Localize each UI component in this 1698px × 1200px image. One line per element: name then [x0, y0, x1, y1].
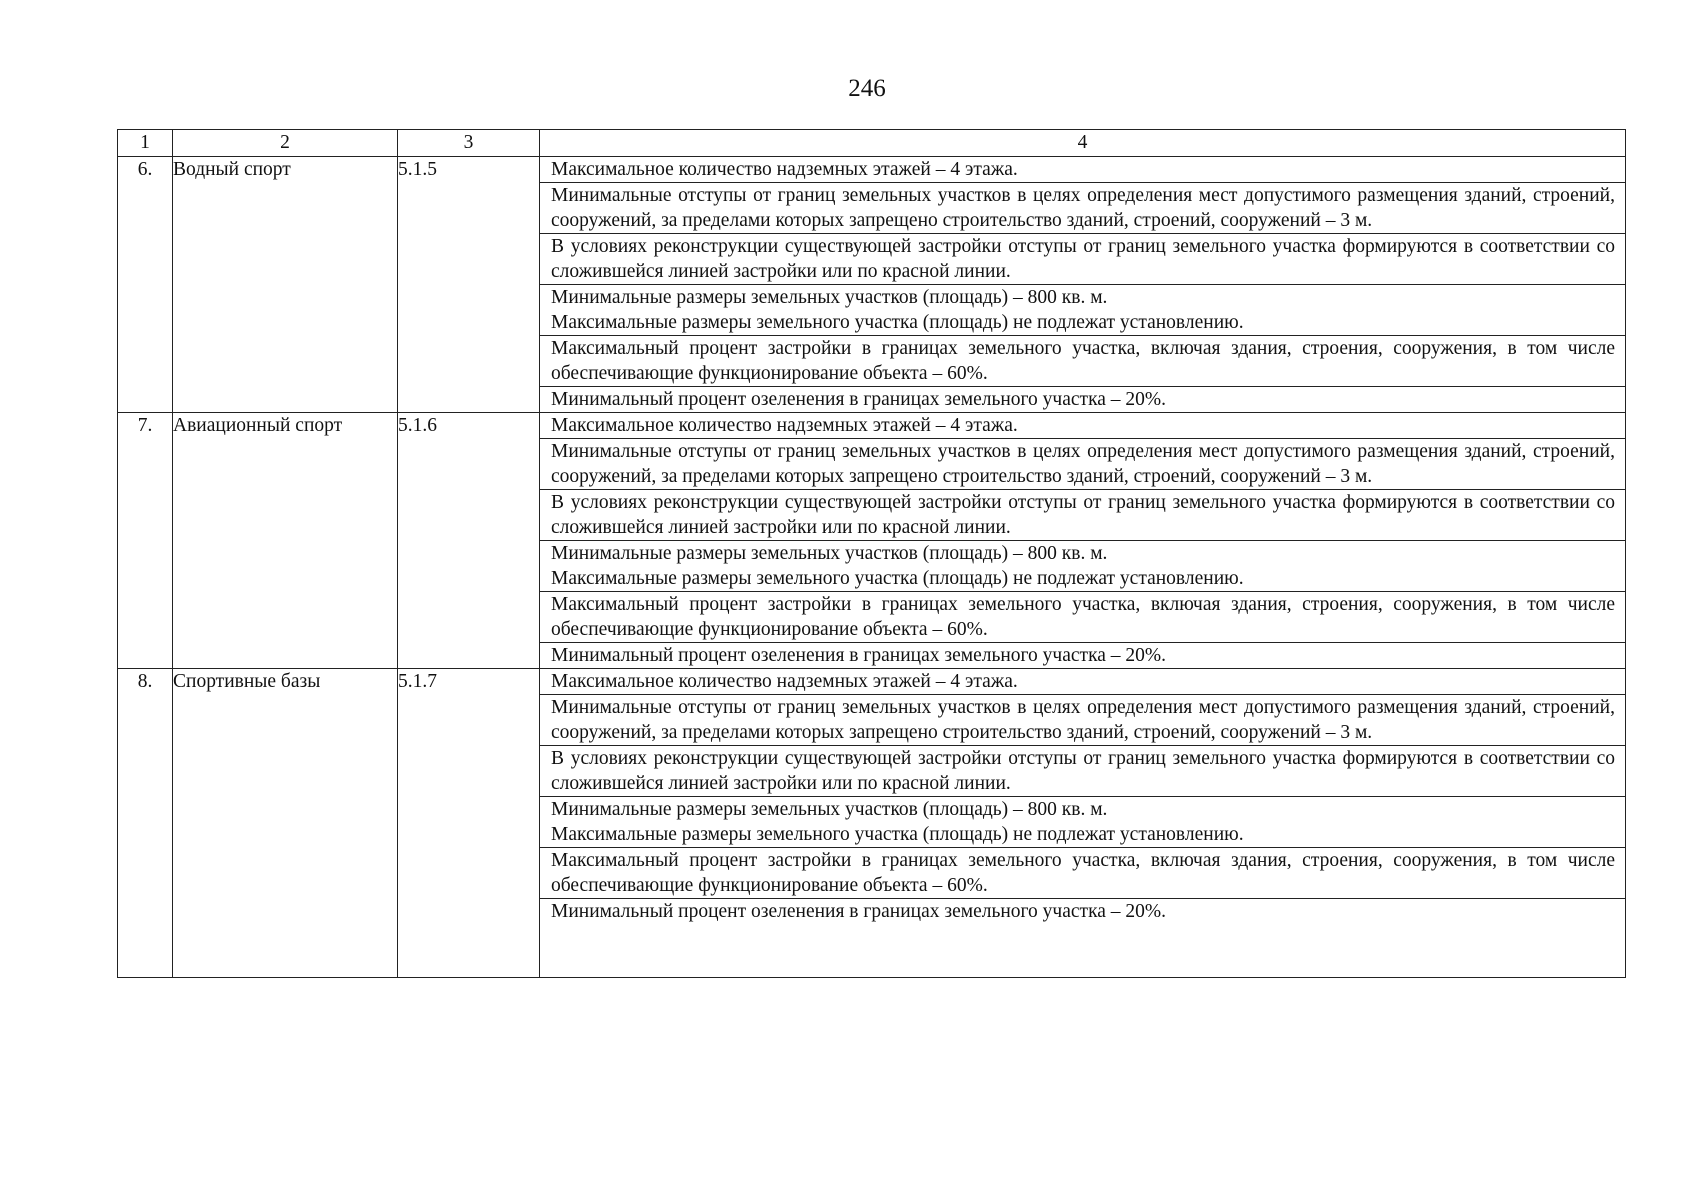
rule-min-greening: Минимальный процент озеленения в границах земельного участка – 20%.: [551, 901, 1167, 922]
use-type-name: Спортивные базы: [173, 669, 398, 978]
rule-max-floors: Максимальное количество надземных этажей – 4 этажа.: [540, 669, 1625, 695]
use-type-code: 5.1.7: [398, 669, 540, 978]
rule-max-floors: Максимальное количество надземных этажей – 4 этажа.: [540, 157, 1625, 183]
rule-min-setbacks: Минимальные отступы от границ земельных участков в целях определения мест допустимого размещения зданий, строений, сооружений, за пределами которых запрещено строительство зданий, строений, сооружений – 3 м.: [540, 183, 1625, 234]
rule-reconstruction-setbacks: В условиях реконструкции существующей застройки отступы от границ земельного участка формируются в соответствии со сложившейся линией застройки или по красной линии.: [540, 490, 1625, 541]
rule-max-floors: Максимальное количество надземных этажей – 4 этажа.: [540, 413, 1625, 439]
regulations-cell: [540, 669, 1626, 978]
header-cell-4: 4: [540, 130, 1626, 157]
header-cell-1: 1: [118, 130, 173, 157]
use-type-code: 5.1.5: [398, 157, 540, 413]
table-row: [118, 413, 1626, 669]
rule-max-coverage: Максимальный процент застройки в границах земельного участка, включая здания, строения, сооружения, в том числе обеспечивающие функционирование объекта – 60%.: [540, 848, 1625, 899]
row-number: 7.: [118, 413, 173, 669]
regulations-cell: [540, 413, 1626, 669]
header-cell-3: 3: [398, 130, 540, 157]
page-number: 246: [848, 75, 886, 102]
rule-plot-size: Минимальные размеры земельных участков (площадь) – 800 кв. м. Максимальные размеры земельного участка (площадь) не подлежат установлению.: [540, 541, 1625, 592]
table-row: [118, 157, 1626, 413]
rule-plot-size: Минимальные размеры земельных участков (площадь) – 800 кв. м. Максимальные размеры земельного участка (площадь) не подлежат установлению.: [540, 797, 1625, 848]
use-type-name: Авиационный спорт: [173, 413, 398, 669]
rule-min-greening: Минимальный процент озеленения в границах земельного участка – 20%.: [551, 645, 1167, 666]
rule-min-greening: Минимальный процент озеленения в границах земельного участка – 20%.: [551, 389, 1167, 410]
header-cell-2: 2: [173, 130, 398, 157]
rule-max-coverage: Максимальный процент застройки в границах земельного участка, включая здания, строения, сооружения, в том числе обеспечивающие функционирование объекта – 60%.: [540, 592, 1625, 643]
table-header-row: [118, 130, 1626, 157]
rule-min-setbacks: Минимальные отступы от границ земельных участков в целях определения мест допустимого размещения зданий, строений, сооружений, за пределами которых запрещено строительство зданий, строений, сооружений – 3 м.: [540, 695, 1625, 746]
regulations-cell: [540, 157, 1626, 413]
rule-reconstruction-setbacks: В условиях реконструкции существующей застройки отступы от границ земельного участка формируются в соответствии со сложившейся линией застройки или по красной линии.: [540, 746, 1625, 797]
use-type-name: Водный спорт: [173, 157, 398, 413]
rule-plot-size: Минимальные размеры земельных участков (площадь) – 800 кв. м. Максимальные размеры земельного участка (площадь) не подлежат установлению.: [540, 285, 1625, 336]
rule-max-coverage: Максимальный процент застройки в границах земельного участка, включая здания, строения, сооружения, в том числе обеспечивающие функционирование объекта – 60%.: [540, 336, 1625, 387]
row-number: 6.: [118, 157, 173, 413]
use-type-code: 5.1.6: [398, 413, 540, 669]
row-number: 8.: [118, 669, 173, 978]
regulations-table: [117, 129, 1626, 978]
rule-reconstruction-setbacks: В условиях реконструкции существующей застройки отступы от границ земельного участка формируются в соответствии со сложившейся линией застройки или по красной линии.: [540, 234, 1625, 285]
table-row: [118, 669, 1626, 978]
rule-min-setbacks: Минимальные отступы от границ земельных участков в целях определения мест допустимого размещения зданий, строений, сооружений, за пределами которых запрещено строительство зданий, строений, сооружений – 3 м.: [540, 439, 1625, 490]
